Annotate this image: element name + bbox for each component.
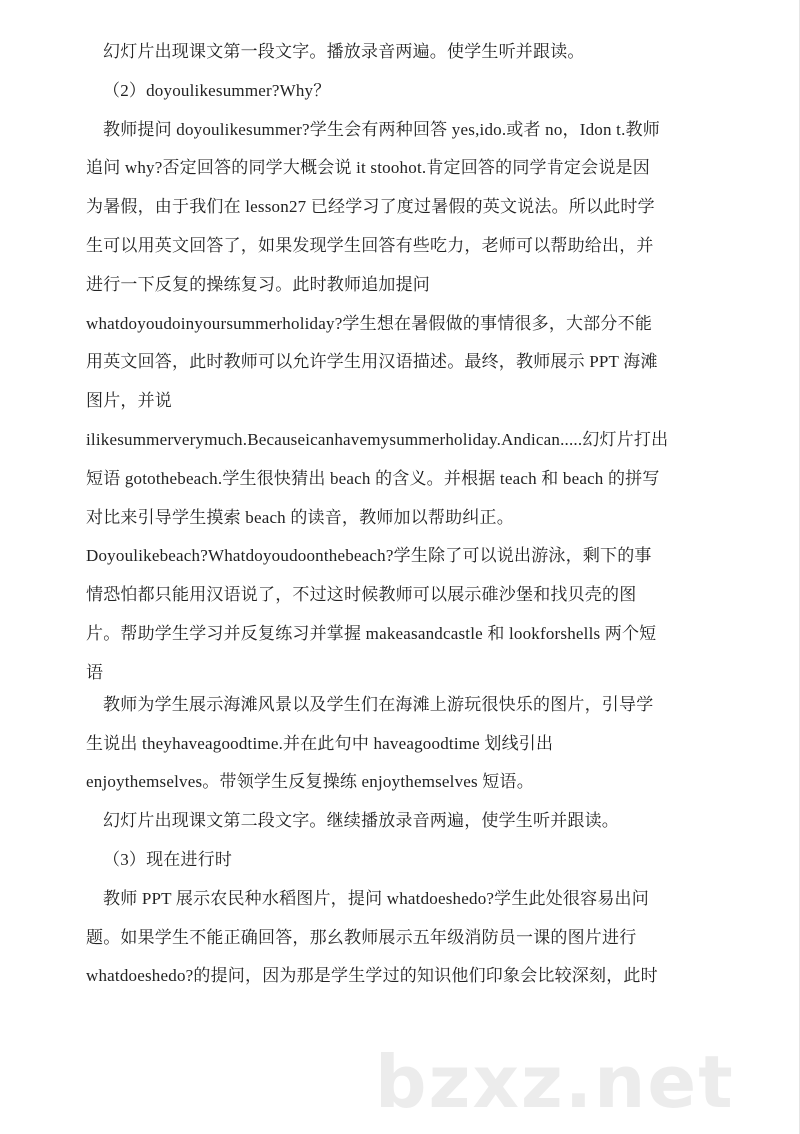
- text-line: 图片，并说: [86, 391, 172, 411]
- text-line: 短语 gotothebeach.学生很快猜出 beach 的含义。并根据 teach 和 beach 的拼写: [86, 468, 660, 488]
- watermark: bzxz.net: [375, 1040, 735, 1124]
- text-line: （2）doyoulikesummer?Why？: [103, 80, 331, 100]
- text-line: 对比来引导学生摸索 beach 的读音，教师加以帮助纠正。: [86, 507, 514, 527]
- text-line: 生可以用英文回答了，如果发现学生回答有些吃力，老师可以帮助给出，并: [86, 235, 654, 255]
- text-line: 教师提问 doyoulikesummer?学生会有两种回答 yes,ido.或者 no，Idon t.教师: [103, 119, 660, 139]
- text-line: 幻灯片出现课文第一段文字。播放录音两遍。使学生听并跟读。: [103, 42, 585, 61]
- text-line: 教师 PPT 展示农民种水稻图片，提问 whatdoeshedo?学生此处很容易出问: [103, 888, 649, 908]
- text-line: 为暑假，由于我们在 lesson27 已经学习了度过暑假的英文说法。所以此时学: [86, 197, 655, 217]
- text-line: 用英文回答，此时教师可以允许学生用汉语描述。最终，教师展示 PPT 海滩: [86, 352, 658, 372]
- text-line: ilikesummerverymuch.Becauseicanhavemysummerholiday.Andican.....幻灯片打出: [86, 429, 669, 449]
- text-line: 生说出 theyhaveagoodtime.并在此句中 haveagoodtime 划线引出: [86, 733, 554, 753]
- text-line: 追问 why?否定回答的同学大概会说 it stoohot.肯定回答的同学肯定会说是因: [86, 158, 650, 178]
- text-line: whatdoeshedo?的提问，因为那是学生学过的知识他们印象会比较深刻，此时: [86, 966, 658, 986]
- text-line: 语: [86, 662, 104, 682]
- text-line: 片。帮助学生学习并反复练习并掌握 makeasandcastle 和 lookforshells 两个短: [86, 623, 657, 643]
- text-line: 情恐怕都只能用汉语说了，不过这时候教师可以展示碓沙堡和找贝壳的图: [86, 585, 637, 605]
- text-line: 教师为学生展示海滩风景以及学生们在海滩上游玩很快乐的图片，引导学: [103, 694, 654, 714]
- text-line: Doyoulikebeach?Whatdoyoudoonthebeach?学生除了可以说出游泳，剩下的事: [86, 546, 652, 566]
- text-line: （3）现在进行时: [103, 849, 233, 869]
- document-body: [86, 33, 716, 996]
- text-line: 幻灯片出现课文第二段文字。继续播放录音两遍，使学生听并跟读。: [103, 811, 619, 831]
- text-line: 题。如果学生不能正确回答，那幺教师展示五年级消防员一课的图片进行: [86, 927, 637, 947]
- text-line: 进行一下反复的操练复习。此时教师追加提问: [86, 274, 430, 294]
- text-line: enjoythemselves。带领学生反复操练 enjoythemselves 短语。: [86, 772, 534, 792]
- text-line: whatdoyoudoinyoursummerholiday?学生想在暑假做的事情很多，大部分不能: [86, 313, 653, 333]
